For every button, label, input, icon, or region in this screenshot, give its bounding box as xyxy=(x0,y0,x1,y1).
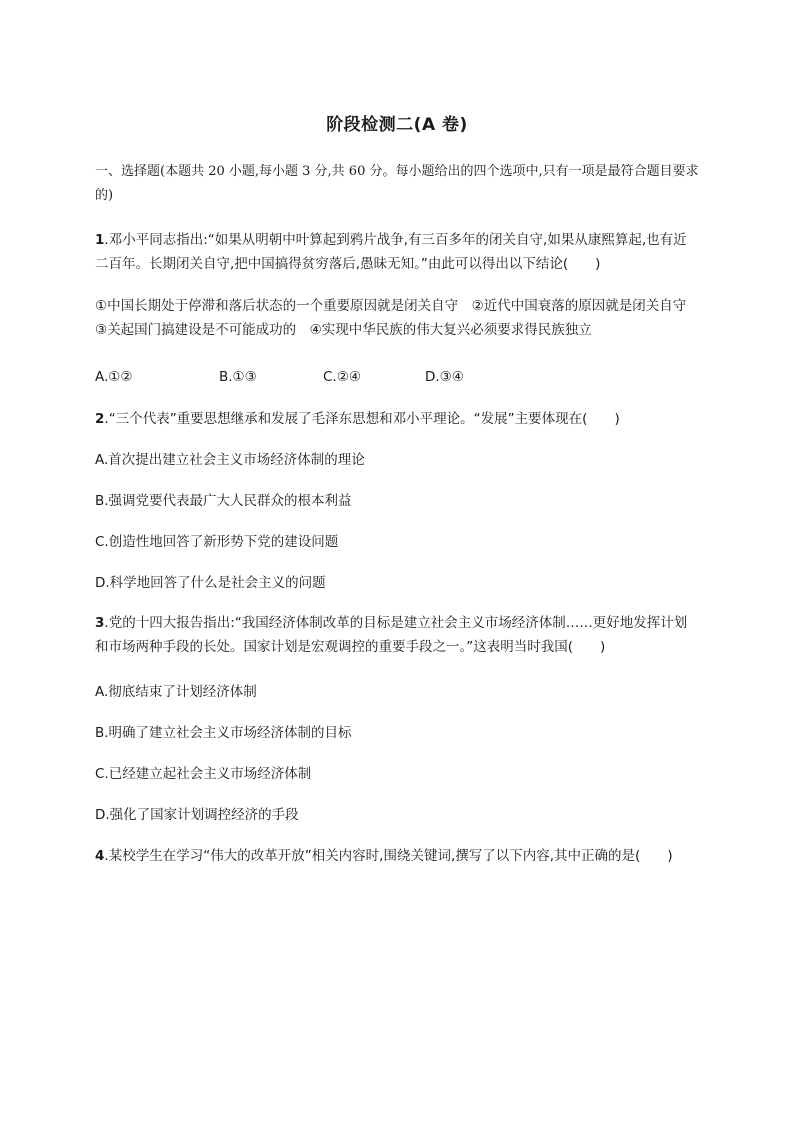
question-3-option-c[interactable]: C.已经建立起社会主义市场经济体制 xyxy=(95,766,312,782)
question-number: 3 xyxy=(95,615,105,631)
question-1-options xyxy=(95,365,700,389)
question-number: 2 xyxy=(95,411,105,427)
question-text: .党的十四大报告指出:“我国经济体制改革的目标是建立社会主义市场经济体制……更好地发挥计划和市场两种手段的长处。国家计划是宏观调控的重要手段之一。”这表明当时我国( ) xyxy=(95,615,688,655)
option-c[interactable]: C.②④ xyxy=(323,369,361,385)
question-2-stem xyxy=(95,407,700,431)
question-2-option-d[interactable]: D.科学地回答了什么是社会主义的问题 xyxy=(95,575,326,591)
question-3-option-d[interactable]: D.强化了国家计划调控经济的手段 xyxy=(95,807,299,823)
question-1-statements: ①中国长期处于停滞和落后状态的一个重要原因就是闭关自守 ②近代中国衰落的原因就是闭关自守 ③关起国门搞建设是不可能成功的 ④实现中华民族的伟大复兴必须要求得民族独立 xyxy=(95,298,700,338)
question-text: .某校学生在学习“伟大的改革开放”相关内容时,围绕关键词,撰写了以下内容,其中正确的是( ) xyxy=(104,848,673,864)
section-header: 一、选择题(本题共 20 小题,每小题 3 分,共 60 分。每小题给出的四个选项中,只有一项是最符合题目要求的) xyxy=(95,164,699,203)
question-2-option-c[interactable]: C.创造性地回答了新形势下党的建设问题 xyxy=(95,534,339,550)
question-number: 1 xyxy=(95,232,105,248)
option-a[interactable]: A.①② xyxy=(95,369,133,385)
question-3-stem xyxy=(95,611,700,659)
option-b[interactable]: B.①③ xyxy=(219,369,257,385)
question-3-option-b[interactable]: B.明确了建立社会主义市场经济体制的目标 xyxy=(95,725,352,741)
question-4-stem xyxy=(95,844,700,868)
question-text: .邓小平同志指出:“如果从明朝中叶算起到鸦片战争,有三百多年的闭关自守,如果从康熙算起,也有近二百年。长期闭关自守,把中国搞得贫穷落后,愚昧无知。”由此可以得出以下结论( ) xyxy=(95,232,687,272)
option-d[interactable]: D.③④ xyxy=(425,369,464,385)
question-number: 4 xyxy=(95,848,105,864)
question-1-stem xyxy=(95,228,700,276)
page-title: 阶段检测二(A 卷) xyxy=(326,115,468,135)
question-text: .“三个代表”重要思想继承和发展了毛泽东思想和邓小平理论。“发展”主要体现在( ) xyxy=(104,411,620,427)
question-3-option-a[interactable]: A.彻底结束了计划经济体制 xyxy=(95,684,257,700)
question-2-option-a[interactable]: A.首次提出建立社会主义市场经济体制的理论 xyxy=(95,452,365,468)
question-2-option-b[interactable]: B.强调党要代表最广大人民群众的根本利益 xyxy=(95,493,352,509)
